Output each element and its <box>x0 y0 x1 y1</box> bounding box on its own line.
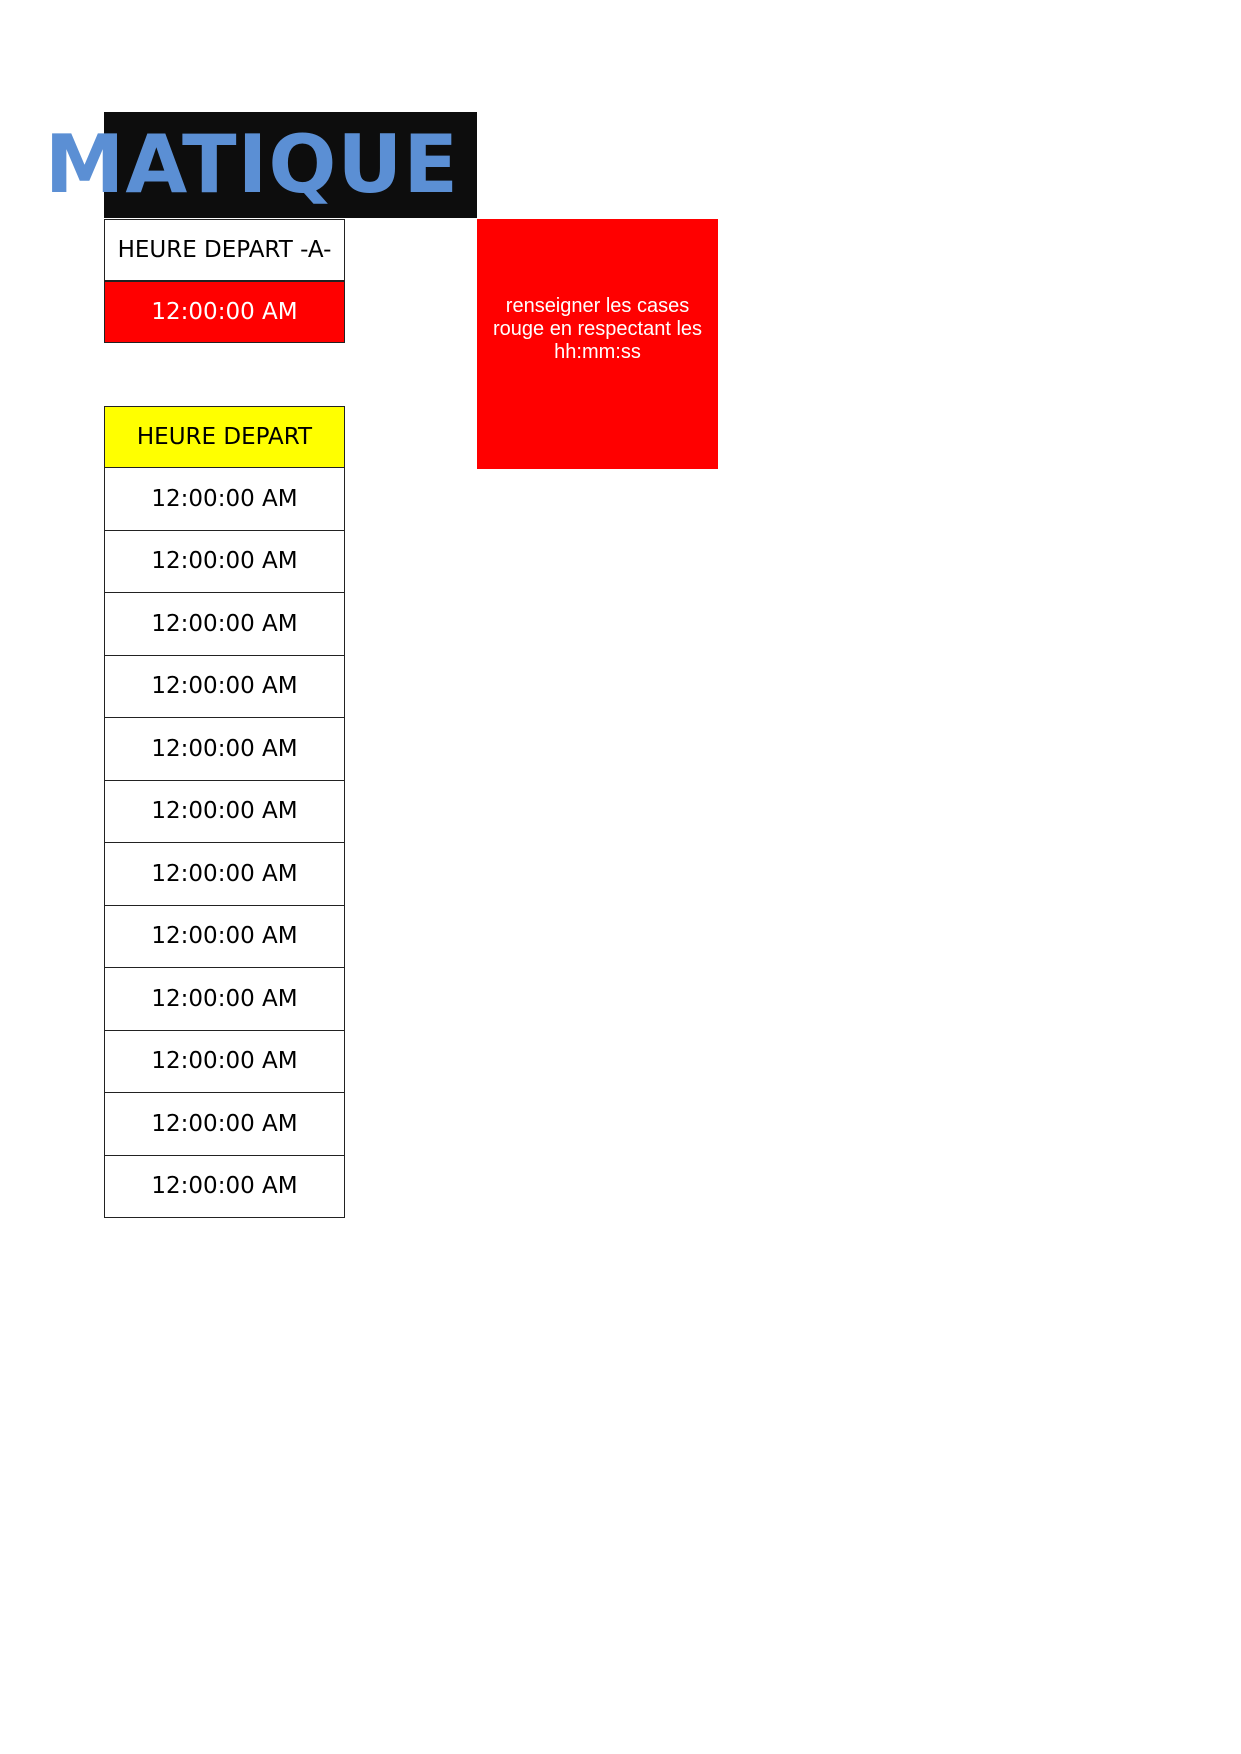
heure-depart-row[interactable]: 12:00:00 AM <box>104 1093 345 1156</box>
heure-depart-row[interactable]: 12:00:00 AM <box>104 593 345 656</box>
heure-depart-row[interactable]: 12:00:00 AM <box>104 718 345 781</box>
title-banner <box>44 112 477 218</box>
heure-depart-list <box>104 468 345 1218</box>
heure-depart-row[interactable]: 12:00:00 AM <box>104 531 345 594</box>
heure-depart-a-input[interactable]: 12:00:00 AM <box>104 281 345 343</box>
heure-depart-row[interactable]: 12:00:00 AM <box>104 781 345 844</box>
heure-depart-row[interactable]: 12:00:00 AM <box>104 468 345 531</box>
heure-depart-row[interactable]: 12:00:00 AM <box>104 906 345 969</box>
heure-depart-row[interactable]: 12:00:00 AM <box>104 1156 345 1219</box>
title-banner-text: MATIQUE <box>44 118 459 211</box>
instruction-note <box>477 219 718 469</box>
heure-depart-row[interactable]: 12:00:00 AM <box>104 1031 345 1094</box>
heure-depart-row[interactable]: 12:00:00 AM <box>104 656 345 719</box>
instruction-note-text: renseigner les cases rouge en respectant les hh:mm:ss <box>492 294 703 363</box>
heure-depart-column-header: HEURE DEPART <box>104 406 345 468</box>
heure-depart-row[interactable]: 12:00:00 AM <box>104 843 345 906</box>
heure-depart-row[interactable]: 12:00:00 AM <box>104 968 345 1031</box>
heure-depart-a-label: HEURE DEPART -A- <box>104 219 345 281</box>
